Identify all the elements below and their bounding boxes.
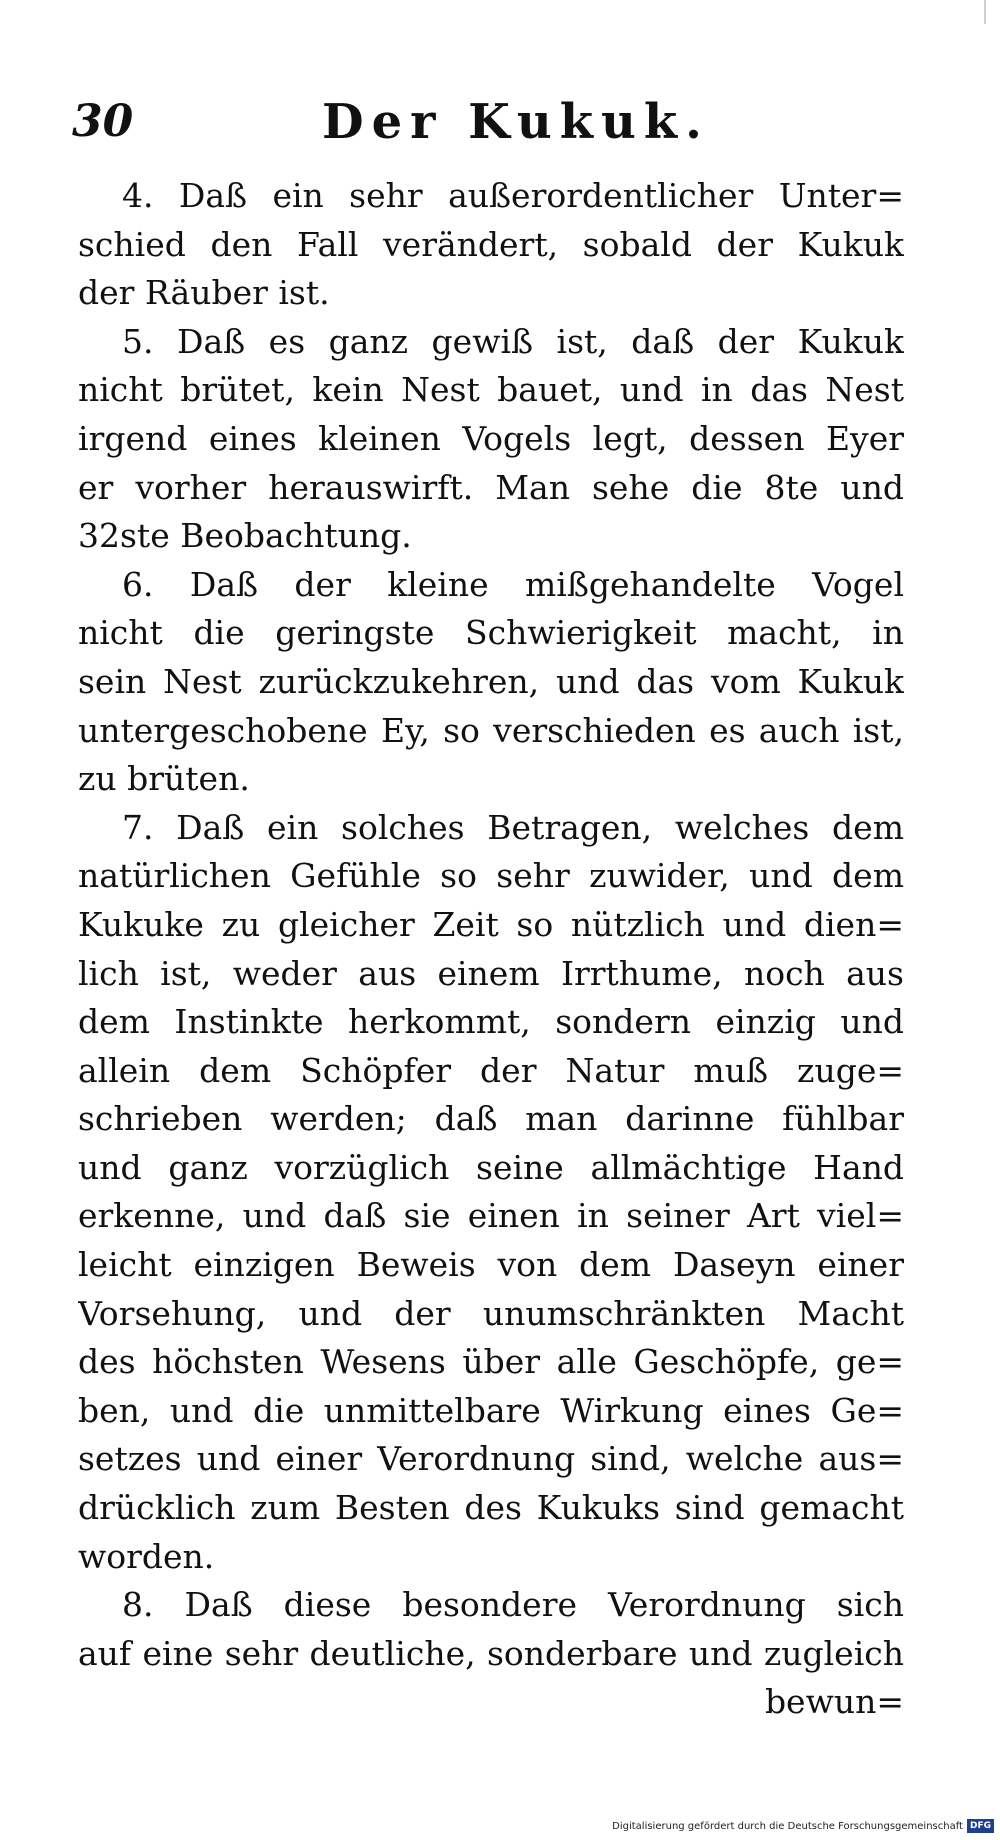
text-line: dem Instinkte herkommt, sondern einzig und — [78, 1002, 904, 1042]
footer-text: Digitalisierung gefördert durch die Deutsche Forschungsgemeinschaft — [612, 1820, 963, 1832]
text-line: 32ste Beobachtung. — [78, 516, 412, 556]
running-title: Der Kukuk. — [322, 94, 710, 150]
text-line: ben, und die unmittelbare Wirkung eines Ge= — [78, 1390, 904, 1430]
text-line: 7. Daß ein solches Betragen, welches dem — [122, 807, 904, 847]
text-line: schrieben werden; daß man darinne fühlbar — [78, 1099, 904, 1139]
text-line: auf eine sehr deutliche, sonderbare und zugleich — [78, 1633, 904, 1673]
text-line: nicht brütet, kein Nest bauet, und in das Nest — [78, 370, 904, 410]
dfg-logo: DFG — [967, 1819, 994, 1833]
text-line: 4. Daß ein sehr außerordentlicher Unter= — [122, 176, 904, 215]
page-header — [72, 92, 902, 156]
text-line: er vorher herauswirft. Man sehe die 8te und — [78, 467, 904, 507]
text-line: irgend eines kleinen Vogels legt, dessen Eyer — [78, 418, 904, 458]
text-line: zu brüten. — [78, 759, 250, 799]
text-line: der Räuber ist. — [78, 273, 330, 313]
text-line: untergeschobene Ey, so verschieden es auch ist, — [78, 710, 904, 750]
digitization-footer — [612, 1816, 994, 1836]
text-line: 5. Daß es ganz gewiß ist, daß der Kukuk — [122, 321, 904, 361]
text-line: lich ist, weder aus einem Irrthume, noch aus — [78, 953, 904, 993]
page-number: 30 — [72, 96, 134, 147]
text-line: natürlichen Gefühle so sehr zuwider, und dem — [78, 856, 904, 896]
text-line: drücklich zum Besten des Kukuks sind gemacht — [78, 1488, 904, 1528]
text-line: 6. Daß der kleine mißgehandelte Vogel — [122, 564, 904, 604]
text-line: setzes und einer Verordnung sind, welche aus= — [78, 1439, 904, 1479]
text-line: und ganz vorzüglich seine allmächtige Hand — [78, 1147, 904, 1187]
text-line: des höchsten Wesens über alle Geschöpfe, ge= — [78, 1342, 904, 1382]
body-text — [78, 172, 904, 1727]
scan-edge-mark — [984, 0, 986, 24]
text-line: erkenne, und daß sie einen in seiner Art viel= — [78, 1196, 904, 1236]
text-line: nicht die geringste Schwierigkeit macht, in — [78, 613, 904, 653]
text-line: Kukuke zu gleicher Zeit so nützlich und dien= — [78, 904, 904, 944]
text-line: schied den Fall verändert, sobald der Kukuk — [78, 224, 904, 264]
catchword: bewun= — [764, 1682, 904, 1722]
text-line: sein Nest zurückzukehren, und das vom Kukuk — [78, 661, 904, 701]
text-line: Vorsehung, und der unumschränkten Macht — [78, 1293, 904, 1333]
text-line: leicht einzigen Beweis von dem Daseyn einer — [78, 1245, 904, 1285]
text-line: worden. — [78, 1536, 215, 1576]
text-line: 8. Daß diese besondere Verordnung sich — [122, 1585, 904, 1625]
text-line: allein dem Schöpfer der Natur muß zuge= — [78, 1050, 904, 1090]
